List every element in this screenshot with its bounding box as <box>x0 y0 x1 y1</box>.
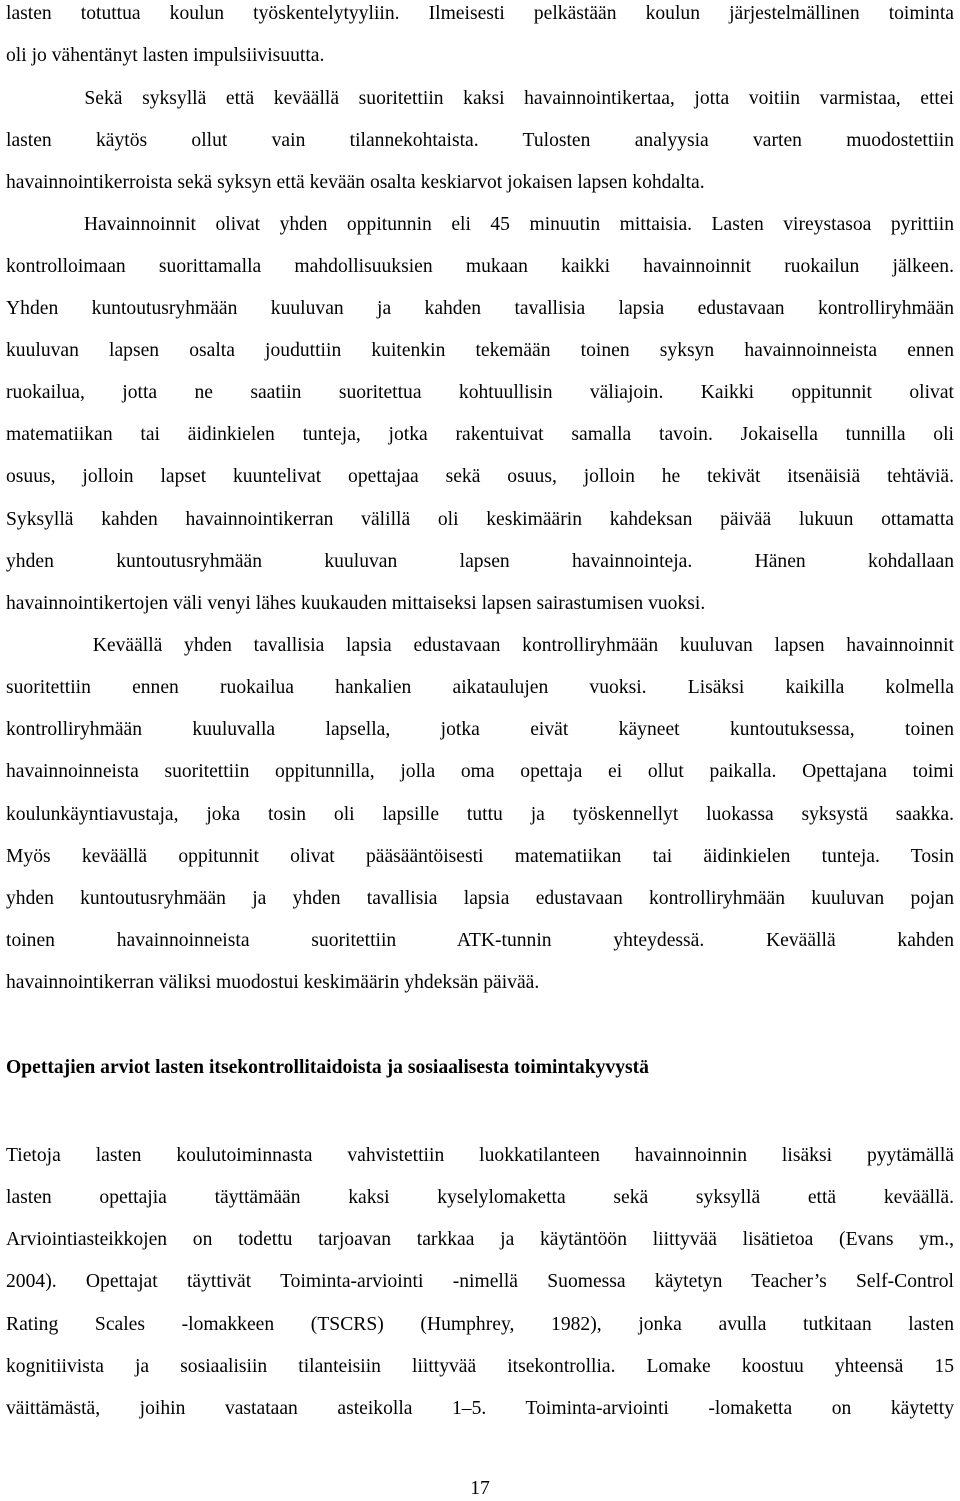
text-line: Arviointiasteikkojen on todettu tarjoavan tarkkaa ja käytäntöön liittyvää lisätietoa (Evans ym., <box>6 1229 954 1250</box>
section-heading: Opettajien arviot lasten itsekontrollitaidoista ja sosiaalisesta toimintakyvystä <box>6 1057 649 1078</box>
text-line: havainnointikertojen väli venyi lähes kuukauden mittaiseksi lapsen sairastumisen vuoksi. <box>6 593 706 614</box>
text-line: Syksyllä kahden havainnointikerran välillä oli keskimäärin kahdeksan päivää lukuun ottamatta <box>6 509 954 530</box>
text-line: Keväällä yhden tavallisia lapsia edustavaan kontrolliryhmään kuuluvan lapsen havainnoinnit <box>6 635 954 656</box>
text-line: Havainnoinnit olivat yhden oppitunnin eli 45 minuutin mittaisia. Lasten vireystasoa pyrittiin <box>6 214 954 235</box>
text-line: yhden kuntoutusryhmään ja yhden tavallisia lapsia edustavaan kontrolliryhmään kuuluvan pojan <box>6 888 954 909</box>
text-line: lasten käytös ollut vain tilannekohtaista. Tulosten analyysia varten muodostettiin <box>6 130 954 151</box>
text-line: havainnointikerroista sekä syksyn että kevään osalta keskiarvot jokaisen lapsen kohdalta. <box>6 172 705 193</box>
text-line: ruokailua, jotta ne saatiin suoritettua kohtuullisin väliajoin. Kaikki oppitunnit olivat <box>6 382 954 403</box>
text-line: toinen havainnoinneista suoritettiin ATK-tunnin yhteydessä. Keväällä kahden <box>6 930 954 951</box>
text-line: väittämästä, joihin vastataan asteikolla 1–5. Toiminta-arviointi -lomaketta on käytetty <box>6 1398 954 1419</box>
text-line: suoritettiin ennen ruokailua hankalien aikataulujen vuoksi. Lisäksi kaikilla kolmella <box>6 677 954 698</box>
text-line: lasten totuttua koulun työskentelytyyliin. Ilmeisesti pelkästään koulun järjestelmällinen toiminta <box>6 3 954 24</box>
text-line: 2004). Opettajat täyttivät Toiminta-arviointi -nimellä Suomessa käytetyn Teacher’s Self-Control <box>6 1271 954 1292</box>
text-line: matematiikan tai äidinkielen tunteja, jotka rakentuivat samalla tavoin. Jokaisella tunnilla oli <box>6 424 954 445</box>
text-line: Yhden kuntoutusryhmään kuuluvan ja kahden tavallisia lapsia edustavaan kontrolliryhmään <box>6 298 954 319</box>
text-line: Tietoja lasten koulutoiminnasta vahvistettiin luokkatilanteen havainnoinnin lisäksi pyytämällä <box>6 1145 954 1166</box>
text-line: lasten opettajia täyttämään kaksi kyselylomaketta sekä syksyllä että keväällä. <box>6 1187 954 1208</box>
text-line: kuuluvan lapsen osalta jouduttiin kuitenkin tekemään toinen syksyn havainnoinneista ennen <box>6 340 954 361</box>
text-line: Sekä syksyllä että keväällä suoritettiin kaksi havainnointikertaa, jotta voitiin varmistaa, ettei <box>6 88 954 109</box>
text-line: yhden kuntoutusryhmään kuuluvan lapsen havainnointeja. Hänen kohdallaan <box>6 551 954 572</box>
text-line: Myös keväällä oppitunnit olivat pääsääntöisesti matematiikan tai äidinkielen tunteja. Tosin <box>6 846 954 867</box>
text-line: havainnointikerran väliksi muodostui keskimäärin yhdeksän päivää. <box>6 972 540 993</box>
text-line: havainnoinneista suoritettiin oppitunnilla, jolla oma opettaja ei ollut paikalla. Opettajana toimi <box>6 761 954 782</box>
text-line: Rating Scales -lomakkeen (TSCRS) (Humphrey, 1982), jonka avulla tutkitaan lasten <box>6 1314 954 1335</box>
text-line: kontrolliryhmään kuuluvalla lapsella, jotka eivät käyneet kuntoutuksessa, toinen <box>6 719 954 740</box>
text-line: koulunkäyntiavustaja, joka tosin oli lapsille tuttu ja työskennellyt luokassa syksystä saakka. <box>6 804 954 825</box>
text-line: kontrolloimaan suorittamalla mahdollisuuksien mukaan kaikki havainnoinnit ruokailun jälkeen. <box>6 256 954 277</box>
text-line: kognitiivista ja sosiaalisiin tilanteisiin liittyvää itsekontrollia. Lomake koostuu yhteensä 15 <box>6 1356 954 1377</box>
page-number: 17 <box>470 1478 490 1499</box>
text-line: osuus, jolloin lapset kuuntelivat opettajaa sekä osuus, jolloin he tekivät itsenäisiä tehtäviä. <box>6 466 954 487</box>
text-line: oli jo vähentänyt lasten impulsiivisuutta. <box>6 45 325 66</box>
